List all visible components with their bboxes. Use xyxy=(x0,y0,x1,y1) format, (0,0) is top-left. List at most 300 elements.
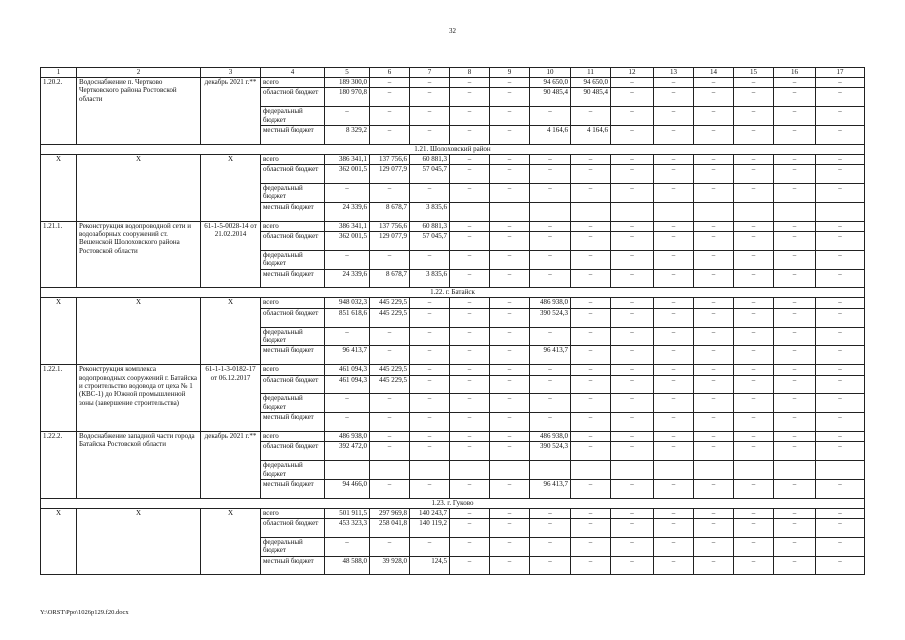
amount-cell: – xyxy=(774,394,816,413)
amount-cell: – xyxy=(816,537,865,556)
amount-cell: – xyxy=(410,125,450,144)
amount-cell: – xyxy=(490,479,530,498)
amount-cell: – xyxy=(410,78,450,88)
amount-cell: – xyxy=(530,413,571,432)
amount-cell: – xyxy=(611,250,654,269)
amount-cell: – xyxy=(410,308,450,327)
amount-cell: – xyxy=(734,88,774,107)
amount-cell: – xyxy=(450,88,490,107)
amount-cell: – xyxy=(325,107,370,126)
amount-cell: – xyxy=(450,231,490,250)
amount-cell: – xyxy=(410,346,450,365)
amount-cell: 386 341,1 xyxy=(325,154,370,164)
amount-cell xyxy=(450,461,490,480)
amount-cell: – xyxy=(490,365,530,375)
amount-cell: – xyxy=(654,298,694,308)
amount-cell xyxy=(654,202,694,221)
amount-cell: – xyxy=(370,431,410,441)
amount-cell: – xyxy=(571,250,611,269)
column-number: 15 xyxy=(734,68,774,78)
funding-source: всего xyxy=(261,431,325,441)
amount-cell: – xyxy=(410,250,450,269)
amount-cell: – xyxy=(450,154,490,164)
amount-cell: – xyxy=(410,365,450,375)
amount-cell: – xyxy=(654,519,694,538)
amount-cell: – xyxy=(611,519,654,538)
amount-cell: – xyxy=(611,269,654,288)
funding-source: всего xyxy=(261,365,325,375)
funding-source: всего xyxy=(261,298,325,308)
amount-cell: – xyxy=(450,327,490,346)
amount-cell: – xyxy=(694,269,734,288)
amount-cell: 94 650,0 xyxy=(530,78,571,88)
amount-cell: – xyxy=(774,508,816,518)
amount-cell: – xyxy=(571,308,611,327)
table-row xyxy=(41,221,865,231)
funding-source: областной бюджет xyxy=(261,231,325,250)
amount-cell: – xyxy=(410,537,450,556)
amount-cell: – xyxy=(654,346,694,365)
funding-source: областной бюджет xyxy=(261,88,325,107)
amount-cell: – xyxy=(774,442,816,461)
amount-cell: – xyxy=(370,479,410,498)
amount-cell: 297 969,8 xyxy=(370,508,410,518)
amount-cell: – xyxy=(530,107,571,126)
amount-cell: – xyxy=(370,88,410,107)
item-name: Водоснабжение западной части города Батайска Ростовской области xyxy=(77,431,201,498)
amount-cell: – xyxy=(611,365,654,375)
amount-cell: 445 229,5 xyxy=(370,298,410,308)
amount-cell: – xyxy=(450,442,490,461)
amount-cell: – xyxy=(774,88,816,107)
amount-cell: – xyxy=(611,231,654,250)
item-term: 61-1-1-3-0182-17 от 06.12.2017 xyxy=(201,365,261,432)
amount-cell: – xyxy=(571,537,611,556)
amount-cell: – xyxy=(490,298,530,308)
amount-cell: – xyxy=(450,508,490,518)
amount-cell: – xyxy=(611,556,654,575)
amount-cell: 3 835,6 xyxy=(410,202,450,221)
column-number: 12 xyxy=(611,68,654,78)
amount-cell: – xyxy=(410,431,450,441)
amount-cell: – xyxy=(694,442,734,461)
column-number: 7 xyxy=(410,68,450,78)
amount-cell: – xyxy=(774,183,816,202)
amount-cell: – xyxy=(370,442,410,461)
amount-cell: – xyxy=(370,250,410,269)
column-number: 3 xyxy=(201,68,261,78)
amount-cell: – xyxy=(694,537,734,556)
amount-cell: – xyxy=(774,107,816,126)
funding-source: федеральный бюджет xyxy=(261,537,325,556)
amount-cell xyxy=(370,461,410,480)
section-row xyxy=(41,288,865,298)
amount-cell: – xyxy=(490,508,530,518)
amount-cell: – xyxy=(774,269,816,288)
amount-cell: – xyxy=(694,394,734,413)
amount-cell: – xyxy=(450,431,490,441)
amount-cell: – xyxy=(611,442,654,461)
amount-cell: – xyxy=(734,442,774,461)
amount-cell xyxy=(490,461,530,480)
amount-cell: – xyxy=(611,154,654,164)
amount-cell: – xyxy=(325,327,370,346)
amount-cell xyxy=(611,202,654,221)
amount-cell: – xyxy=(490,88,530,107)
amount-cell xyxy=(734,461,774,480)
amount-cell: – xyxy=(450,165,490,184)
amount-cell: – xyxy=(734,537,774,556)
amount-cell: – xyxy=(571,375,611,394)
amount-cell: 258 041,8 xyxy=(370,519,410,538)
amount-cell: – xyxy=(654,537,694,556)
funding-source: всего xyxy=(261,221,325,231)
amount-cell: – xyxy=(734,346,774,365)
section-title: 1.21. Шолоховский район xyxy=(41,144,865,154)
amount-cell: 24 339,6 xyxy=(325,269,370,288)
amount-cell: – xyxy=(611,508,654,518)
amount-cell: – xyxy=(530,519,571,538)
amount-cell: – xyxy=(694,508,734,518)
section-title: 1.22. г. Батайск xyxy=(41,288,865,298)
amount-cell: – xyxy=(450,78,490,88)
column-number: 2 xyxy=(77,68,201,78)
amount-cell: – xyxy=(734,107,774,126)
amount-cell: – xyxy=(611,413,654,432)
column-number: 13 xyxy=(654,68,694,78)
item-term: Х xyxy=(201,298,261,365)
amount-cell: – xyxy=(490,231,530,250)
amount-cell: – xyxy=(611,298,654,308)
funding-source: местный бюджет xyxy=(261,269,325,288)
item-term: Х xyxy=(201,508,261,575)
item-id: 1.22.1. xyxy=(41,365,77,432)
amount-cell: – xyxy=(774,78,816,88)
amount-cell: – xyxy=(774,365,816,375)
amount-cell: – xyxy=(530,508,571,518)
amount-cell: – xyxy=(734,308,774,327)
amount-cell: – xyxy=(490,221,530,231)
amount-cell: – xyxy=(654,78,694,88)
amount-cell: – xyxy=(694,250,734,269)
amount-cell: 137 756,6 xyxy=(370,221,410,231)
column-number: 14 xyxy=(694,68,734,78)
amount-cell: – xyxy=(611,375,654,394)
amount-cell xyxy=(410,461,450,480)
amount-cell: 501 911,5 xyxy=(325,508,370,518)
amount-cell: – xyxy=(370,125,410,144)
amount-cell: – xyxy=(654,413,694,432)
amount-cell: – xyxy=(450,250,490,269)
amount-cell: – xyxy=(490,537,530,556)
amount-cell: – xyxy=(654,88,694,107)
amount-cell: – xyxy=(530,375,571,394)
amount-cell: – xyxy=(571,365,611,375)
amount-cell: – xyxy=(530,556,571,575)
amount-cell: – xyxy=(370,346,410,365)
amount-cell: – xyxy=(694,365,734,375)
amount-cell: – xyxy=(816,442,865,461)
amount-cell: – xyxy=(530,394,571,413)
amount-cell: 48 588,0 xyxy=(325,556,370,575)
table-row xyxy=(41,78,865,88)
amount-cell: – xyxy=(571,556,611,575)
item-id: Х xyxy=(41,298,77,365)
amount-cell: – xyxy=(325,537,370,556)
amount-cell: – xyxy=(734,519,774,538)
amount-cell: – xyxy=(816,165,865,184)
amount-cell: – xyxy=(571,298,611,308)
amount-cell: 4 164,6 xyxy=(571,125,611,144)
amount-cell: – xyxy=(816,308,865,327)
amount-cell: – xyxy=(450,479,490,498)
amount-cell: – xyxy=(654,556,694,575)
amount-cell xyxy=(774,461,816,480)
amount-cell: – xyxy=(450,183,490,202)
amount-cell: – xyxy=(774,165,816,184)
amount-cell: – xyxy=(450,365,490,375)
amount-cell: 390 524,3 xyxy=(530,442,571,461)
table-row xyxy=(41,365,865,375)
amount-cell: – xyxy=(654,269,694,288)
amount-cell: – xyxy=(611,125,654,144)
funding-source: федеральный бюджет xyxy=(261,183,325,202)
item-name: Реконструкция водопроводной сети и водозаборных сооружений ст. Вешенской Шолоховского района Ростовской области xyxy=(77,221,201,288)
amount-cell: – xyxy=(816,154,865,164)
amount-cell: – xyxy=(654,308,694,327)
amount-cell xyxy=(450,202,490,221)
amount-cell: – xyxy=(490,519,530,538)
amount-cell: – xyxy=(611,107,654,126)
item-term: декабрь 2021 г.** xyxy=(201,78,261,145)
amount-cell: – xyxy=(370,183,410,202)
amount-cell: – xyxy=(490,107,530,126)
amount-cell: – xyxy=(774,231,816,250)
item-name: Х xyxy=(77,298,201,365)
amount-cell: – xyxy=(734,556,774,575)
amount-cell: – xyxy=(571,165,611,184)
amount-cell: 461 094,3 xyxy=(325,375,370,394)
amount-cell: – xyxy=(450,125,490,144)
amount-cell: – xyxy=(571,221,611,231)
funding-source: федеральный бюджет xyxy=(261,327,325,346)
amount-cell: – xyxy=(694,154,734,164)
page-number: 32 xyxy=(449,27,456,35)
funding-source: местный бюджет xyxy=(261,346,325,365)
amount-cell xyxy=(571,461,611,480)
table-row xyxy=(41,508,865,518)
column-number: 11 xyxy=(571,68,611,78)
amount-cell: – xyxy=(734,298,774,308)
amount-cell xyxy=(490,202,530,221)
amount-cell: – xyxy=(816,365,865,375)
item-name: Х xyxy=(77,508,201,575)
amount-cell: 453 323,3 xyxy=(325,519,370,538)
amount-cell: – xyxy=(571,413,611,432)
amount-cell: – xyxy=(410,442,450,461)
amount-cell: – xyxy=(654,365,694,375)
amount-cell: – xyxy=(774,537,816,556)
amount-cell: – xyxy=(654,231,694,250)
amount-cell: – xyxy=(611,78,654,88)
amount-cell: – xyxy=(611,221,654,231)
amount-cell: – xyxy=(816,298,865,308)
funding-source: федеральный бюджет xyxy=(261,107,325,126)
file-path-footer: Y:\ORST\Ppo\1026p129.f20.docx xyxy=(40,609,129,616)
amount-cell: – xyxy=(654,479,694,498)
amount-cell: – xyxy=(734,479,774,498)
amount-cell: – xyxy=(490,154,530,164)
amount-cell: – xyxy=(654,327,694,346)
amount-cell: – xyxy=(410,413,450,432)
amount-cell: – xyxy=(654,250,694,269)
item-id: 1.21.1. xyxy=(41,221,77,288)
funding-source: местный бюджет xyxy=(261,556,325,575)
amount-cell: – xyxy=(370,78,410,88)
amount-cell: – xyxy=(734,365,774,375)
amount-cell: 445 229,5 xyxy=(370,375,410,394)
amount-cell: – xyxy=(490,442,530,461)
column-number: 6 xyxy=(370,68,410,78)
amount-cell: – xyxy=(816,250,865,269)
amount-cell: – xyxy=(734,165,774,184)
amount-cell: – xyxy=(450,346,490,365)
amount-cell: – xyxy=(654,107,694,126)
amount-cell: 3 835,6 xyxy=(410,269,450,288)
amount-cell: – xyxy=(370,394,410,413)
amount-cell: – xyxy=(654,183,694,202)
amount-cell: – xyxy=(370,537,410,556)
amount-cell: – xyxy=(450,298,490,308)
amount-cell: – xyxy=(370,327,410,346)
amount-cell: – xyxy=(654,221,694,231)
amount-cell xyxy=(694,202,734,221)
amount-cell: – xyxy=(774,479,816,498)
amount-cell: – xyxy=(816,479,865,498)
funding-source: местный бюджет xyxy=(261,479,325,498)
amount-cell xyxy=(816,461,865,480)
funding-source: федеральный бюджет xyxy=(261,250,325,269)
amount-cell: – xyxy=(816,183,865,202)
funding-source: местный бюджет xyxy=(261,202,325,221)
amount-cell: – xyxy=(774,308,816,327)
amount-cell: 851 618,6 xyxy=(325,308,370,327)
amount-cell: – xyxy=(490,556,530,575)
amount-cell: – xyxy=(490,308,530,327)
amount-cell: – xyxy=(816,88,865,107)
item-name: Х xyxy=(77,154,201,221)
amount-cell: – xyxy=(816,519,865,538)
amount-cell: – xyxy=(816,431,865,441)
amount-cell: – xyxy=(450,413,490,432)
amount-cell: – xyxy=(734,183,774,202)
funding-source: областной бюджет xyxy=(261,375,325,394)
column-number: 16 xyxy=(774,68,816,78)
amount-cell: 4 164,6 xyxy=(530,125,571,144)
funding-source: областной бюджет xyxy=(261,442,325,461)
amount-cell: – xyxy=(410,298,450,308)
amount-cell: 362 001,5 xyxy=(325,231,370,250)
amount-cell: – xyxy=(816,346,865,365)
amount-cell: 60 881,3 xyxy=(410,221,450,231)
amount-cell: – xyxy=(571,327,611,346)
amount-cell: – xyxy=(774,250,816,269)
amount-cell xyxy=(571,202,611,221)
amount-cell: – xyxy=(450,375,490,394)
amount-cell: – xyxy=(571,479,611,498)
amount-cell: – xyxy=(410,107,450,126)
amount-cell xyxy=(325,461,370,480)
amount-cell: – xyxy=(816,269,865,288)
amount-cell: 948 032,3 xyxy=(325,298,370,308)
amount-cell: – xyxy=(325,413,370,432)
amount-cell: 445 229,5 xyxy=(370,308,410,327)
amount-cell: – xyxy=(611,327,654,346)
amount-cell: – xyxy=(490,375,530,394)
amount-cell: – xyxy=(734,250,774,269)
amount-cell: – xyxy=(450,394,490,413)
amount-cell: – xyxy=(654,431,694,441)
amount-cell: – xyxy=(654,125,694,144)
amount-cell: 392 472,0 xyxy=(325,442,370,461)
amount-cell: 461 094,3 xyxy=(325,365,370,375)
amount-cell: 94 650,0 xyxy=(571,78,611,88)
amount-cell: – xyxy=(490,413,530,432)
amount-cell: – xyxy=(530,365,571,375)
amount-cell: – xyxy=(694,308,734,327)
amount-cell: – xyxy=(816,231,865,250)
amount-cell: – xyxy=(774,346,816,365)
amount-cell: – xyxy=(694,413,734,432)
column-number: 5 xyxy=(325,68,370,78)
section-row xyxy=(41,498,865,508)
column-number: 4 xyxy=(261,68,325,78)
amount-cell: 24 339,6 xyxy=(325,202,370,221)
amount-cell: – xyxy=(654,394,694,413)
amount-cell: 90 485,4 xyxy=(571,88,611,107)
funding-source: областной бюджет xyxy=(261,308,325,327)
amount-cell: – xyxy=(490,394,530,413)
amount-cell: – xyxy=(571,394,611,413)
amount-cell: – xyxy=(774,125,816,144)
amount-cell: 129 077,9 xyxy=(370,231,410,250)
amount-cell: – xyxy=(490,269,530,288)
amount-cell xyxy=(694,461,734,480)
amount-cell: – xyxy=(694,431,734,441)
amount-cell: – xyxy=(611,88,654,107)
header-row xyxy=(41,68,865,78)
section-title: 1.23. г. Гуково xyxy=(41,498,865,508)
amount-cell: – xyxy=(571,269,611,288)
column-number: 9 xyxy=(490,68,530,78)
amount-cell: 189 300,0 xyxy=(325,78,370,88)
amount-cell: – xyxy=(571,442,611,461)
amount-cell: 96 413,7 xyxy=(530,479,571,498)
section-row xyxy=(41,144,865,154)
amount-cell: – xyxy=(734,508,774,518)
amount-cell: – xyxy=(530,154,571,164)
amount-cell: – xyxy=(774,298,816,308)
table-row xyxy=(41,431,865,441)
amount-cell: – xyxy=(530,537,571,556)
funding-source: областной бюджет xyxy=(261,519,325,538)
item-id: 1.20.2. xyxy=(41,78,77,145)
amount-cell: 180 970,8 xyxy=(325,88,370,107)
amount-cell: – xyxy=(490,165,530,184)
amount-cell: – xyxy=(611,308,654,327)
amount-cell: – xyxy=(774,431,816,441)
column-number: 8 xyxy=(450,68,490,78)
